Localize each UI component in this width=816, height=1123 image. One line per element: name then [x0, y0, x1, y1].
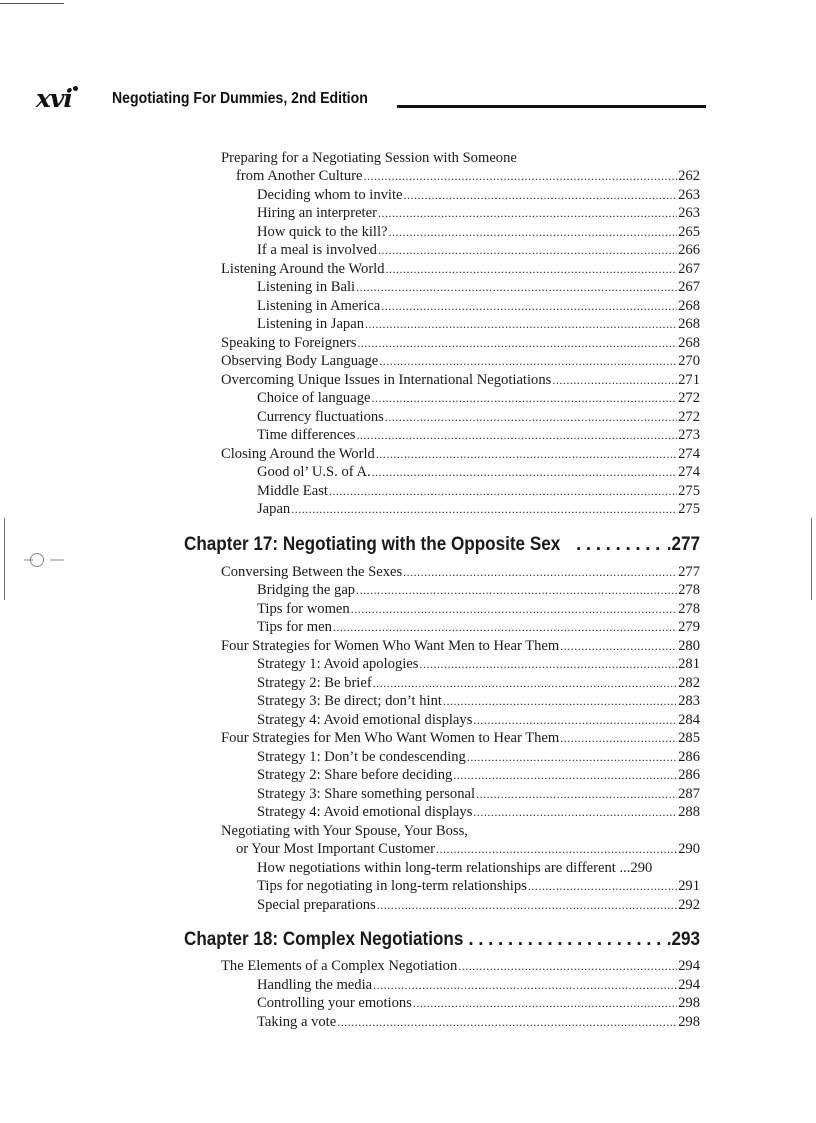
toc-entry[interactable] — [221, 563, 700, 581]
toc-subentry[interactable] — [257, 803, 700, 821]
toc-entry-label: Preparing for a Negotiating Session with Someone — [221, 150, 517, 166]
toc-entry-label: Strategy 3: Share something personal — [257, 786, 476, 802]
leader-dots — [333, 618, 677, 636]
toc-entry[interactable] — [221, 352, 700, 370]
toc-entry-label: Time differences — [257, 427, 356, 443]
toc-page-number: 278 — [678, 582, 700, 598]
leader-dots — [467, 748, 677, 766]
toc-entry-label: Strategy 2: Be brief — [257, 675, 372, 691]
toc-page-number: 274 — [678, 464, 700, 480]
toc-subentry[interactable] — [257, 297, 700, 315]
toc-entry-label: Choice of language — [257, 390, 371, 406]
page-number-dot — [73, 86, 78, 91]
leader-dots — [371, 389, 677, 407]
toc-subentry[interactable] — [257, 748, 700, 766]
toc-subentry[interactable] — [257, 186, 700, 204]
leader-dots — [378, 204, 677, 222]
toc-entry-label: Currency fluctuations — [257, 409, 384, 425]
leader-dots — [436, 840, 677, 858]
toc-subentry[interactable] — [257, 785, 700, 803]
leader-dots — [356, 278, 677, 296]
toc-entry[interactable] — [221, 371, 700, 389]
toc-entry-label: Hiring an interpreter — [257, 205, 377, 221]
toc-page-number: 283 — [678, 693, 700, 709]
toc-entry[interactable] — [236, 167, 700, 185]
toc-entry-label: Negotiating with Your Spouse, Your Boss, — [221, 823, 468, 839]
toc-subentry[interactable] — [257, 896, 700, 914]
toc-entry-label: Tips for women — [257, 601, 350, 617]
leader-dots — [372, 463, 677, 481]
toc-entry-label: Conversing Between the Sexes — [221, 564, 403, 580]
toc-page-number: 298 — [678, 1014, 700, 1030]
toc-page-number: 274 — [678, 446, 700, 462]
toc-page-number: 294 — [678, 958, 700, 974]
toc-subentry[interactable] — [257, 674, 700, 692]
toc-page-number: 263 — [678, 205, 700, 221]
toc-subentry[interactable] — [257, 204, 700, 222]
toc-subentry[interactable] — [257, 426, 700, 444]
leader-dots — [373, 674, 677, 692]
toc-page-number: 298 — [678, 995, 700, 1011]
toc-entry[interactable] — [221, 822, 700, 840]
leader-dots — [443, 692, 677, 710]
leader-dots — [329, 482, 677, 500]
leader-dots — [403, 563, 677, 581]
leader-dots — [458, 957, 677, 975]
leader-dots — [528, 877, 677, 895]
toc-entry-label: Good ol’ U.S. of A. — [257, 464, 371, 480]
toc-entry-label: Overcoming Unique Issues in International Negotiations — [221, 372, 552, 388]
toc-page-number: 272 — [678, 409, 700, 425]
toc-page-number: 285 — [678, 730, 700, 746]
toc-page-number: 279 — [678, 619, 700, 635]
toc-entry-label: Four Strategies for Women Who Want Men to Hear Them — [221, 638, 560, 654]
leader-dots — [560, 729, 677, 747]
leader-dots — [363, 167, 677, 185]
toc-page-number: 268 — [678, 316, 700, 332]
toc-page-number: 268 — [678, 298, 700, 314]
toc-entry-label: Strategy 1: Avoid apologies — [257, 656, 419, 672]
leader-dots — [473, 711, 677, 729]
toc-entry-label: Bridging the gap — [257, 582, 356, 598]
leader-dots — [476, 785, 677, 803]
toc-subentry[interactable] — [257, 223, 700, 241]
toc-subentry[interactable] — [257, 315, 700, 333]
leader-dots — [560, 637, 677, 655]
toc-entry-label: Handling the media — [257, 977, 373, 993]
leader-dots — [576, 532, 663, 558]
leader-dots — [377, 896, 677, 914]
toc-page-number: 294 — [678, 977, 700, 993]
leader-dots — [473, 803, 677, 821]
toc-entry-label: Taking a vote — [257, 1014, 337, 1030]
toc-entry-label: Japan — [257, 501, 291, 517]
leader-dots — [356, 581, 677, 599]
leader-dots — [419, 655, 677, 673]
toc-entry-label: Strategy 3: Be direct; don’t hint — [257, 693, 442, 709]
toc-entry[interactable] — [221, 334, 700, 352]
toc-entry-label: from Another Culture — [236, 168, 363, 184]
toc-entry[interactable] — [236, 840, 700, 858]
toc-page-number: 272 — [678, 390, 700, 406]
leader-dots — [385, 408, 677, 426]
leader-dots — [376, 445, 677, 463]
toc-entry-label: Strategy 4: Avoid emotional displays — [257, 804, 473, 820]
toc-entry-label: If a meal is involved — [257, 242, 377, 258]
toc-entry-label: Strategy 2: Share before deciding — [257, 767, 453, 783]
toc-entry-label: Strategy 4: Avoid emotional displays — [257, 712, 473, 728]
toc-page-number: 275 — [678, 501, 700, 517]
toc-page-number: 291 — [678, 878, 700, 894]
toc-page-number: 271 — [678, 372, 700, 388]
toc-page-number: 282 — [678, 675, 700, 691]
toc-page-number: 281 — [678, 656, 700, 672]
header-rule — [397, 105, 706, 108]
leader-dots — [386, 260, 678, 278]
toc-entry-label: Strategy 1: Don’t be condescending — [257, 749, 466, 765]
leader-dots — [389, 223, 678, 241]
toc-subentry[interactable] — [257, 711, 700, 729]
toc-entry[interactable] — [221, 149, 700, 167]
toc-subentry[interactable] — [257, 482, 700, 500]
toc-page-number: 266 — [678, 242, 700, 258]
toc-subentry[interactable] — [257, 278, 700, 296]
leader-dots — [468, 927, 663, 953]
toc-page-number: 267 — [678, 279, 700, 295]
crop-mark-right — [811, 518, 812, 600]
toc-subentry[interactable] — [257, 1013, 700, 1031]
running-header — [36, 84, 706, 114]
toc-page-number: 280 — [678, 638, 700, 654]
toc-entry-label: Listening Around the World — [221, 261, 385, 277]
toc-subentry[interactable] — [257, 994, 700, 1012]
toc-page-number: 278 — [678, 601, 700, 617]
toc-entry-label: The Elements of a Complex Negotiation — [221, 958, 458, 974]
toc-page-number: 286 — [678, 749, 700, 765]
toc-page-number: 277 — [678, 564, 700, 580]
toc-page-number: 287 — [678, 786, 700, 802]
toc-subentry[interactable] — [257, 976, 700, 994]
toc-subentry[interactable] — [257, 766, 700, 784]
chapter-page-number: .277 — [666, 534, 700, 555]
toc-subentry[interactable] — [257, 581, 700, 599]
toc-page-number: 270 — [678, 353, 700, 369]
toc-entry[interactable] — [221, 637, 700, 655]
toc-subentry[interactable] — [257, 600, 700, 618]
toc-entry-label: Listening in Bali — [257, 279, 356, 295]
chapter-heading[interactable] — [184, 927, 700, 953]
toc-subentry[interactable] — [257, 655, 700, 673]
toc-entry-label: Tips for negotiating in long-term relationships — [257, 878, 527, 894]
leader-dots — [379, 352, 677, 370]
leader-dots — [351, 600, 677, 618]
leader-dots — [453, 766, 677, 784]
page-number: xvi — [36, 84, 72, 113]
toc-entry[interactable] — [221, 957, 700, 975]
toc-entry[interactable] — [221, 729, 700, 747]
toc-page-number: 265 — [678, 224, 700, 240]
crop-mark-left — [4, 518, 5, 600]
leader-dots — [373, 976, 677, 994]
toc-entry[interactable] — [221, 260, 700, 278]
toc-entry-label: Tips for men — [257, 619, 332, 635]
chapter-title: Chapter 18: Complex Negotiations — [184, 929, 464, 950]
toc-entry-label: Observing Body Language — [221, 353, 379, 369]
toc-page-number: 275 — [678, 483, 700, 499]
chapter-page-number: .293 — [666, 929, 700, 950]
chapter-heading[interactable] — [184, 532, 700, 558]
toc-entry-label: Middle East — [257, 483, 328, 499]
chapter-title: Chapter 17: Negotiating with the Opposite Sex — [184, 534, 561, 555]
toc-page-number: 288 — [678, 804, 700, 820]
toc-entry-label: How quick to the kill? — [257, 224, 388, 240]
toc-subentry[interactable] — [257, 463, 700, 481]
toc-page-number: 286 — [678, 767, 700, 783]
toc-subentry[interactable] — [257, 859, 700, 877]
toc-subentry[interactable] — [257, 618, 700, 636]
toc-page-number: 267 — [678, 261, 700, 277]
toc-page-number: 273 — [678, 427, 700, 443]
toc-subentry[interactable] — [257, 500, 700, 518]
toc-entry-label: Closing Around the World — [221, 446, 375, 462]
leader-dots — [357, 426, 678, 444]
leader-dots — [337, 1013, 677, 1031]
toc-subentry[interactable] — [257, 877, 700, 895]
toc-entry-label: How negotiations within long-term relationships are different ...290 — [257, 860, 653, 876]
toc-entry-label: or Your Most Important Customer — [236, 841, 436, 857]
registration-mark-icon — [24, 551, 68, 569]
toc-subentry[interactable] — [257, 241, 700, 259]
leader-dots — [291, 500, 677, 518]
toc-entry[interactable] — [221, 445, 700, 463]
leader-dots — [413, 994, 677, 1012]
book-title: Negotiating For Dummies, 2nd Edition — [112, 90, 368, 107]
crop-mark-top — [0, 3, 64, 4]
toc-entry-label: Speaking to Foreigners — [221, 335, 357, 351]
toc-subentry[interactable] — [257, 692, 700, 710]
leader-dots — [552, 371, 677, 389]
toc-page-number: 290 — [678, 841, 700, 857]
leader-dots — [378, 241, 677, 259]
leader-dots — [404, 186, 678, 204]
toc-entry-label: Deciding whom to invite — [257, 187, 403, 203]
toc-page-number: 263 — [678, 187, 700, 203]
toc-entry-label: Four Strategies for Men Who Want Women to Hear Them — [221, 730, 560, 746]
toc-page-number: 262 — [678, 168, 700, 184]
toc-subentry[interactable] — [257, 389, 700, 407]
toc-entry-label: Special preparations — [257, 897, 376, 913]
leader-dots — [365, 315, 677, 333]
toc-page-number: 284 — [678, 712, 700, 728]
toc-entry-label: Controlling your emotions — [257, 995, 412, 1011]
toc-entry-label: Listening in America — [257, 298, 381, 314]
leader-dots — [381, 297, 677, 315]
toc-subentry[interactable] — [257, 408, 700, 426]
toc-page-number: 292 — [678, 897, 700, 913]
leader-dots — [357, 334, 677, 352]
toc-page-number: 268 — [678, 335, 700, 351]
toc-entry-label: Listening in Japan — [257, 316, 365, 332]
